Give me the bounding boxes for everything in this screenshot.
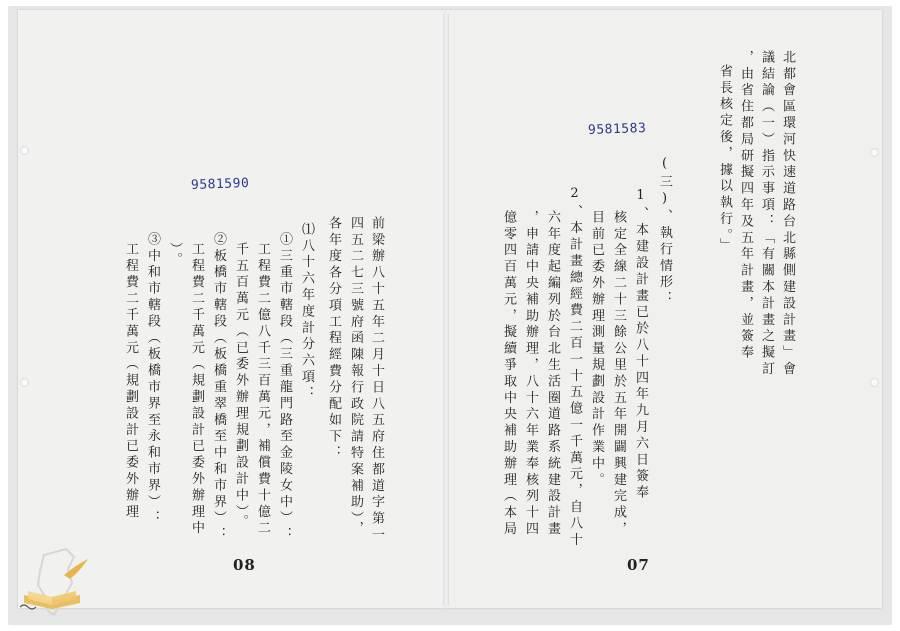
binding-hole <box>20 378 29 387</box>
text-column: ）。 <box>167 242 182 269</box>
binding-hole <box>870 378 879 387</box>
text-column: 工程費二億八千三百萬元，補償費十億二 <box>255 242 270 538</box>
page-number: 07 <box>627 556 650 574</box>
binding-hole <box>870 148 879 157</box>
text-column: ①三重市轄段（三重龍門路至金陵女中）： <box>277 232 292 544</box>
text-column: 目前已委外辦理測量規劃設計作業中。 <box>589 210 604 489</box>
binding-hole <box>20 146 29 155</box>
page-number: 08 <box>233 556 256 574</box>
text-column: 四五二七三號府函陳報行政院請特案補助）， <box>348 216 363 538</box>
text-column: ，申請中央補助辦理，八十六年業奉核列十四 <box>523 210 538 538</box>
text-column: 前梁辦八十五年二月十日八五府住都道字第一 <box>369 216 384 544</box>
document-stamp-number: 9581590 <box>190 175 250 194</box>
text-column: 各年度各分項工程經費分配如下： <box>326 216 341 462</box>
book-gutter <box>443 14 449 606</box>
archive-logo-icon <box>14 545 102 621</box>
text-column: 2、本計畫總經費二百一十五億一千萬元，自八十 <box>567 186 582 549</box>
text-column: ⑴八十六年度計分六項： <box>299 222 314 403</box>
right-page <box>446 10 882 608</box>
text-column: 北都會區環河快速道路台北縣側建設計畫」會 <box>780 50 795 378</box>
text-column: 六年度起編列於台北生活圈道路系統建設計畫 <box>545 210 560 538</box>
text-column: ②板橋市轄段（板橋重翠橋至中和市界）： <box>211 232 226 544</box>
text-column: ，由省住都局研擬四年及五年計畫，並簽奉 <box>738 50 753 362</box>
text-column: 工程費二千萬元（規劃設計已委外辦理 <box>123 242 138 521</box>
text-column: 千五百萬元（已委外辦理規劃設計中）。 <box>233 242 248 531</box>
document-stamp-number: 9581583 <box>587 120 647 139</box>
section-heading: (三)、執行情形： <box>657 156 672 308</box>
left-page <box>18 10 446 608</box>
text-column: 核定全線二十三餘公里於五年開闢興建完成， <box>611 210 626 538</box>
text-column: 議結論（一）指示事項：「有關本計畫之擬訂 <box>759 50 774 378</box>
text-column: 工程費二千萬元（規劃設計已委外辦理中 <box>189 242 204 538</box>
text-column: ③中和市轄段（板橋市界至永和市界）： <box>145 232 160 528</box>
text-column: 1、本建設計畫已於八十四年九月六日簽奉 <box>633 188 648 502</box>
text-column: 億零四百萬元，擬續爭取中央補助辦理（本局 <box>501 210 516 538</box>
text-column: 省長核定後，據以執行。」 <box>717 64 732 255</box>
